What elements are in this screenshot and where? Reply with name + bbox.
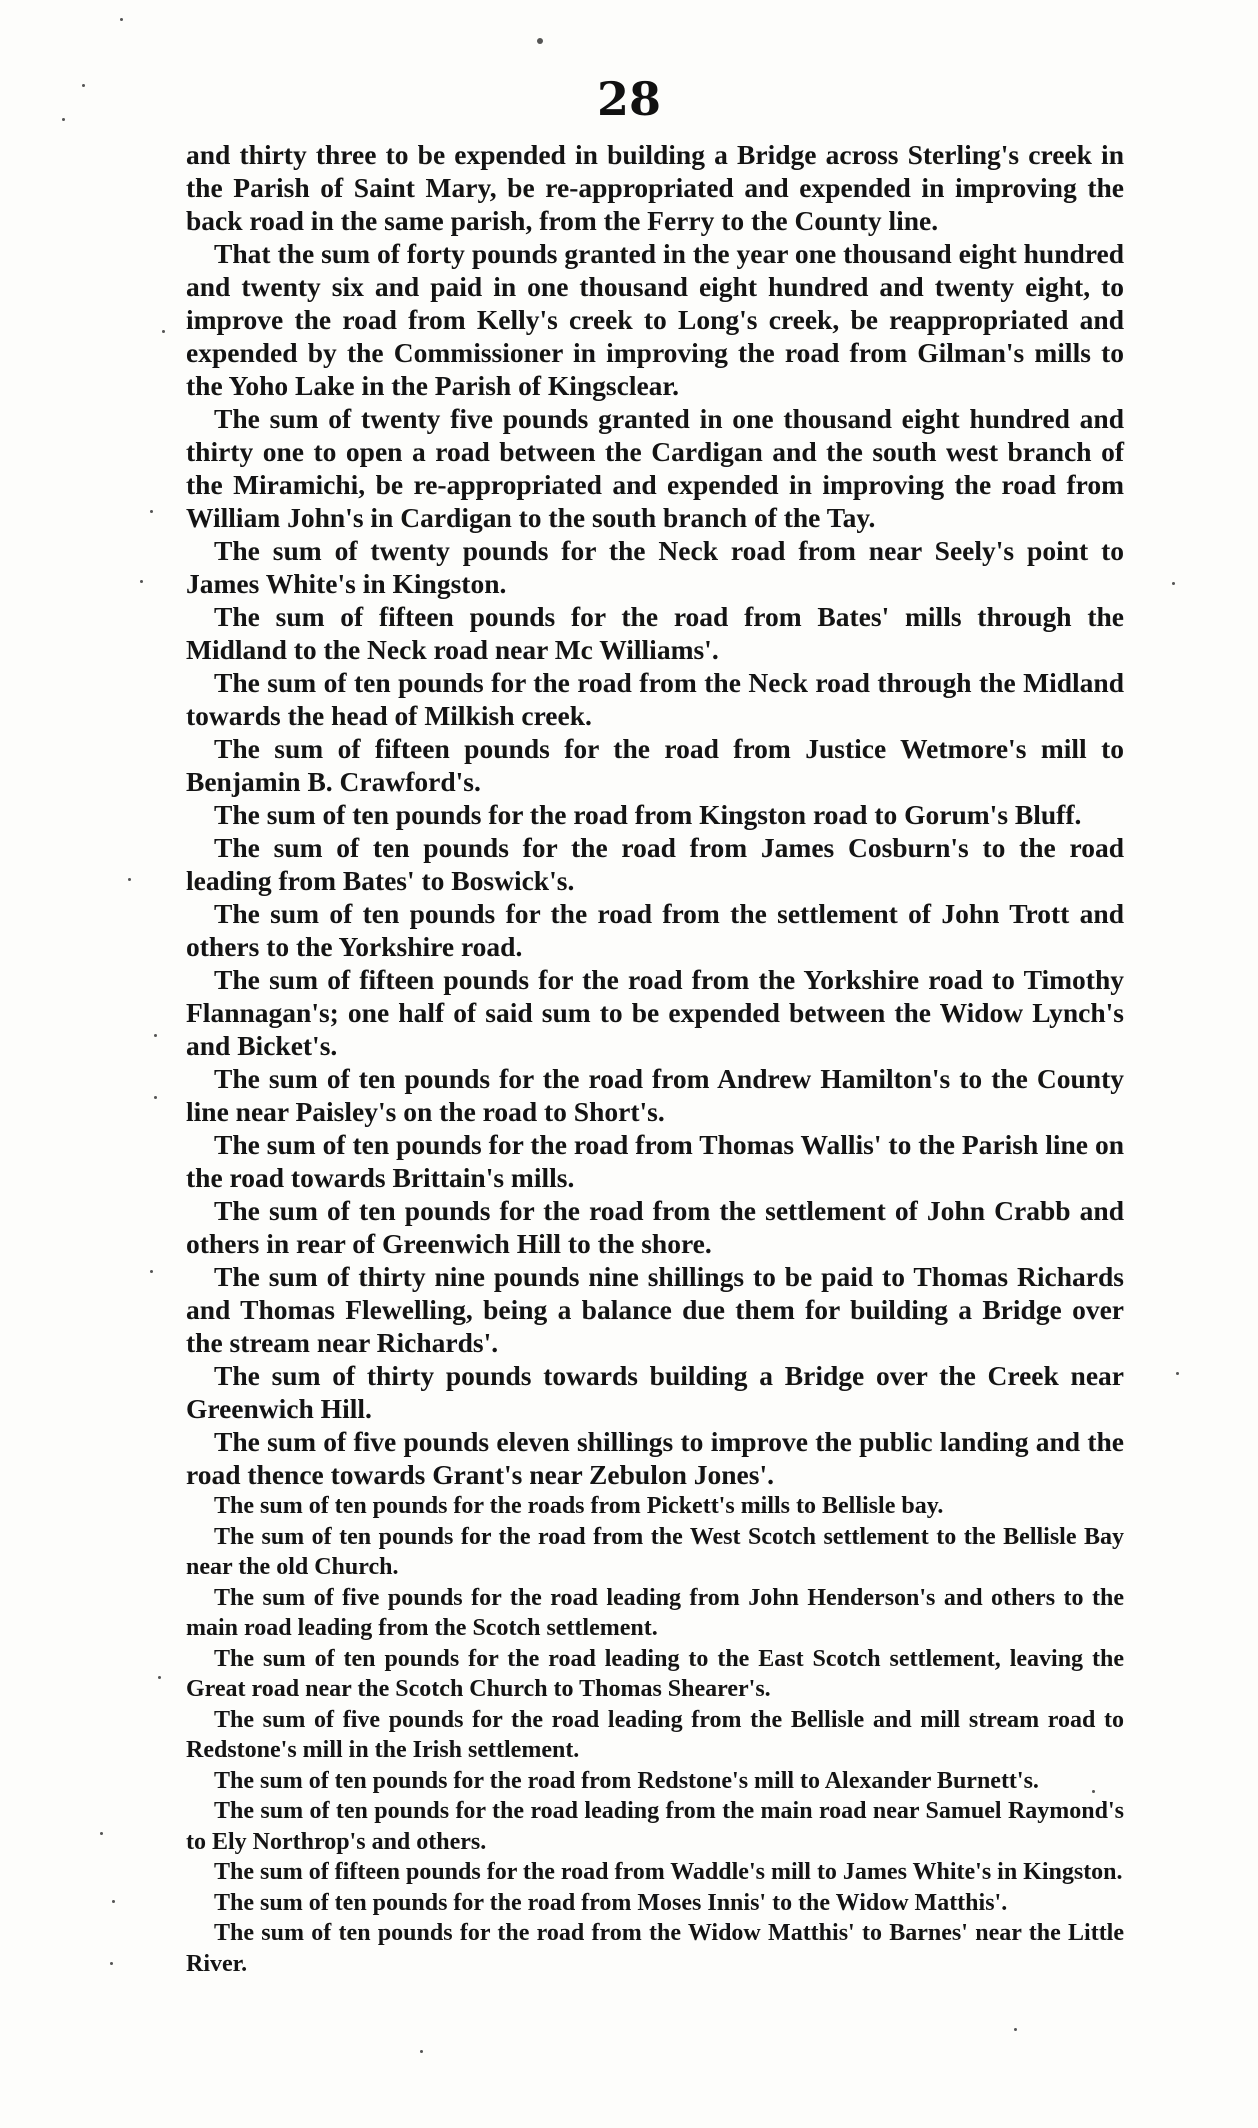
scan-speck bbox=[158, 1676, 161, 1679]
scan-speck bbox=[1172, 582, 1175, 585]
paragraph: The sum of twenty pounds for the Neck road from near Seely's point to James White's in Kingston. bbox=[186, 535, 1124, 599]
scan-speck bbox=[128, 878, 131, 881]
scan-speck bbox=[100, 1832, 103, 1835]
scan-speck bbox=[150, 510, 153, 513]
scan-speck bbox=[420, 2050, 423, 2053]
scan-speck bbox=[120, 18, 123, 21]
paragraph: The sum of ten pounds for the road from Andrew Hamilton's to the County line near Paisley's on the road to Short's. bbox=[186, 1063, 1124, 1127]
scan-speck bbox=[82, 84, 85, 87]
paragraph: The sum of ten pounds for the road from the settlement of John Crabb and others in rear of Greenwich Hill to the shore. bbox=[186, 1195, 1124, 1259]
paragraph: The sum of ten pounds for the road from Thomas Wallis' to the Parish line on the road towards Brittain's mills. bbox=[186, 1129, 1124, 1193]
scan-speck bbox=[140, 580, 143, 583]
paragraph: The sum of ten pounds for the road from Redstone's mill to Alexander Burnett's. bbox=[214, 1767, 1039, 1794]
scan-speck bbox=[154, 1096, 157, 1099]
paragraph: The sum of ten pounds for the road from James Cosburn's to the road leading from Bates' to Boswick's. bbox=[186, 832, 1124, 896]
paragraph: The sum of five pounds eleven shillings to improve the public landing and the road thence towards Grant's near Zebulon Jones'. bbox=[186, 1426, 1124, 1490]
body-text bbox=[186, 138, 1124, 1979]
paragraph: The sum of five pounds for the road leading from John Henderson's and others to the main road leading from the Scotch settlement. bbox=[186, 1584, 1124, 1641]
paragraph: The sum of ten pounds for the roads from Pickett's mills to Bellisle bay. bbox=[214, 1493, 944, 1519]
paragraph: The sum of ten pounds for the road from the Neck road through the Midland towards the head of Milkish creek. bbox=[186, 667, 1124, 731]
paragraph: The sum of fifteen pounds for the road from Bates' mills through the Midland to the Neck road near Mc Williams'. bbox=[186, 601, 1124, 665]
paragraph: The sum of ten pounds for the road leading from the main road near Samuel Raymond's to Ely Northrop's and others. bbox=[186, 1798, 1124, 1855]
scan-speck bbox=[110, 1962, 113, 1965]
paragraph: The sum of five pounds for the road leading from the Bellisle and mill stream road to Redstone's mill in the Irish settlement. bbox=[186, 1706, 1124, 1763]
paragraph: That the sum of forty pounds granted in the year one thousand eight hundred and twenty six and paid in one thousand eight hundred and twenty eight, to improve the road from Kelly's creek to Long's creek, be reappropriated and expended by the Commissioner in improving the road from Gilman's mills to the Yoho Lake in the Parish of Kingsclear. bbox=[186, 238, 1124, 401]
scan-speck bbox=[112, 1900, 115, 1903]
paragraph: The sum of fifteen pounds for the road from Justice Wetmore's mill to Benjamin B. Crawford's. bbox=[186, 733, 1124, 797]
paragraph: The sum of thirty pounds towards building a Bridge over the Creek near Greenwich Hill. bbox=[186, 1360, 1124, 1424]
paragraph: The sum of ten pounds for the road from Kingston road to Gorum's Bluff. bbox=[214, 799, 1082, 830]
paragraph: The sum of ten pounds for the road leading to the East Scotch settlement, leaving the Great road near the Scotch Church to Thomas Shearer's. bbox=[186, 1645, 1124, 1702]
paragraph: The sum of twenty five pounds granted in one thousand eight hundred and thirty one to open a road between the Cardigan and the south west branch of the Miramichi, be re-appropriated and expended in improving the road from William John's in Cardigan to the south branch of the Tay. bbox=[186, 403, 1124, 533]
scan-speck bbox=[1014, 2028, 1017, 2031]
paragraph: The sum of ten pounds for the road from the settlement of John Trott and others to the Yorkshire road. bbox=[186, 898, 1124, 962]
scan-speck bbox=[1092, 1790, 1095, 1793]
scan-speck bbox=[537, 38, 543, 44]
paragraph: and thirty three to be expended in building a Bridge across Sterling's creek in the Parish of Saint Mary, be re-appropriated and expended in improving the back road in the same parish, from the Ferry to the County line. bbox=[186, 139, 1124, 236]
page-number: 28 bbox=[596, 72, 661, 126]
scan-speck bbox=[1176, 1372, 1179, 1375]
scan-speck bbox=[62, 118, 65, 121]
paragraph: The sum of ten pounds for the road from the West Scotch settlement to the Bellisle Bay near the old Church. bbox=[186, 1523, 1124, 1580]
paragraph: The sum of fifteen pounds for the road from Waddle's mill to James White's in Kingston. bbox=[214, 1859, 1123, 1885]
paragraph: The sum of ten pounds for the road from Moses Innis' to the Widow Matthis'. bbox=[214, 1889, 1008, 1916]
scan-speck bbox=[162, 330, 165, 333]
paragraph: The sum of fifteen pounds for the road from the Yorkshire road to Timothy Flannagan's; one half of said sum to be expended between the Widow Lynch's and Bicket's. bbox=[186, 964, 1124, 1061]
paragraph: The sum of thirty nine pounds nine shillings to be paid to Thomas Richards and Thomas Flewelling, being a balance due them for building a Bridge over the stream near Richards'. bbox=[186, 1261, 1124, 1358]
paragraph: The sum of ten pounds for the road from the Widow Matthis' to Barnes' near the Little River. bbox=[186, 1920, 1124, 1977]
scan-speck bbox=[154, 1034, 157, 1037]
scan-speck bbox=[150, 1270, 153, 1273]
